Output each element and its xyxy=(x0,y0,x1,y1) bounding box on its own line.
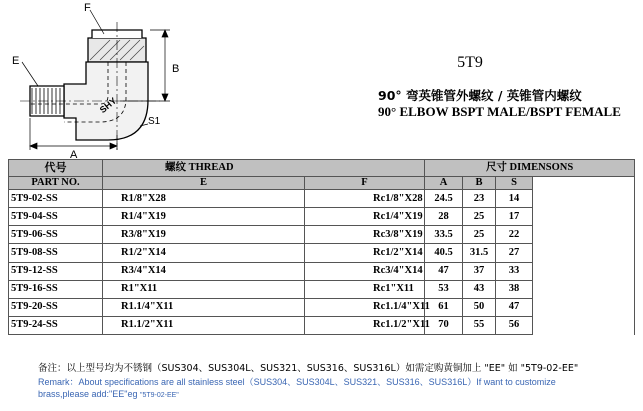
cell-part-no: 5T9-24-SS xyxy=(9,316,103,334)
cell-dim-B: 23 xyxy=(463,190,496,208)
model-number: 5T9 xyxy=(457,54,483,71)
header-thread-label: 螺纹 THREAD xyxy=(165,162,234,173)
cell-dim-A: 47 xyxy=(425,262,463,280)
cell-dim-A: 61 xyxy=(425,298,463,316)
cell-thread-F: Rc1/4"X19 xyxy=(305,208,425,226)
elbow-drawing xyxy=(0,0,300,160)
cell-thread-E: R1.1/2"X11 xyxy=(103,316,305,334)
cell-thread-E: R1.1/4"X11 xyxy=(103,298,305,316)
cell-thread-E: R3/4"X14 xyxy=(103,262,305,280)
cell-thread-F: Rc1"X11 xyxy=(305,280,425,298)
note-english-example: "5T9-02-EE" xyxy=(139,392,179,399)
table-row xyxy=(9,298,635,316)
cell-part-no: 5T9-02-SS xyxy=(9,190,103,208)
table-row xyxy=(9,226,635,244)
note-english-line2-text: brass,please add:"EE"eg xyxy=(38,389,138,399)
note-english-line1: Remark：About specifications are all stainless steel（SUS304、SUS304L、SUS321、SUS316、SUS316L）If want to customize xyxy=(38,377,556,387)
note-english-line2 xyxy=(38,389,179,399)
label-B: B xyxy=(172,63,180,75)
cell-blank xyxy=(533,262,635,280)
label-A: A xyxy=(70,149,78,160)
table-row xyxy=(9,262,635,280)
header-part-no: PART NO. xyxy=(9,177,103,190)
cell-blank xyxy=(533,244,635,262)
cell-blank xyxy=(533,190,635,208)
brand-mark: SHY xyxy=(97,95,119,116)
cell-part-no: 5T9-08-SS xyxy=(9,244,103,262)
cell-part-no: 5T9-12-SS xyxy=(9,262,103,280)
cell-dim-S: 33 xyxy=(496,262,533,280)
cell-dim-S: 27 xyxy=(496,244,533,262)
cell-part-no: 5T9-20-SS xyxy=(9,298,103,316)
cell-thread-E: R1/8"X28 xyxy=(103,190,305,208)
cell-dim-B: 43 xyxy=(463,280,496,298)
header-S: S xyxy=(496,177,533,190)
cell-dim-S: 14 xyxy=(496,190,533,208)
label-S1: S1 xyxy=(148,116,161,127)
table-row xyxy=(9,316,635,334)
title-chinese: 90° 弯英锥管外螺纹 / 英锥管内螺纹 xyxy=(378,88,582,103)
cell-blank xyxy=(533,280,635,298)
cell-dim-S: 22 xyxy=(496,226,533,244)
cell-thread-F: Rc3/4"X14 xyxy=(305,262,425,280)
cell-thread-E: R3/8"X19 xyxy=(103,226,305,244)
cell-dim-S: 17 xyxy=(496,208,533,226)
cell-blank xyxy=(533,316,635,334)
label-F: F xyxy=(84,2,91,14)
cell-thread-F: Rc1/8"X28 xyxy=(305,190,425,208)
title-english: 90° ELBOW BSPT MALE/BSPT FEMALE xyxy=(378,104,621,119)
cell-dim-A: 24.5 xyxy=(425,190,463,208)
spec-table xyxy=(8,159,635,335)
cell-thread-E: R1/4"X19 xyxy=(103,208,305,226)
cell-thread-E: R1"X11 xyxy=(103,280,305,298)
table-header-row xyxy=(9,160,635,177)
cell-blank xyxy=(533,226,635,244)
cell-dim-B: 37 xyxy=(463,262,496,280)
table-row xyxy=(9,190,635,208)
cell-dim-A: 33.5 xyxy=(425,226,463,244)
cell-dim-S: 56 xyxy=(496,316,533,334)
cell-part-no: 5T9-06-SS xyxy=(9,226,103,244)
cell-dim-B: 50 xyxy=(463,298,496,316)
cell-part-no: 5T9-16-SS xyxy=(9,280,103,298)
cell-thread-F: Rc1.1/4"X11 xyxy=(305,298,425,316)
table-row xyxy=(9,208,635,226)
table-row xyxy=(9,280,635,298)
cell-dim-B: 31.5 xyxy=(463,244,496,262)
cell-dim-A: 70 xyxy=(425,316,463,334)
cell-blank xyxy=(533,298,635,316)
table-subheader-row xyxy=(9,177,635,190)
header-thread xyxy=(103,160,425,177)
header-blank xyxy=(533,177,635,190)
cell-dim-A: 28 xyxy=(425,208,463,226)
cell-thread-F: Rc3/8"X19 xyxy=(305,226,425,244)
header-B: B xyxy=(463,177,496,190)
header-F: F xyxy=(305,177,425,190)
header-E: E xyxy=(103,177,305,190)
cell-dim-A: 40.5 xyxy=(425,244,463,262)
header-A: A xyxy=(425,177,463,190)
cell-part-no: 5T9-04-SS xyxy=(9,208,103,226)
cell-dim-A: 53 xyxy=(425,280,463,298)
cell-dim-S: 38 xyxy=(496,280,533,298)
cell-dim-B: 25 xyxy=(463,226,496,244)
cell-thread-E: R1/2"X14 xyxy=(103,244,305,262)
label-E: E xyxy=(12,55,20,67)
table-row xyxy=(9,244,635,262)
cell-dim-B: 25 xyxy=(463,208,496,226)
cell-dim-S: 47 xyxy=(496,298,533,316)
note-chinese: 备注：以上型号均为不锈钢（SUS304、SUS304L、SUS321、SUS316、SUS316L）如需定购黄铜加上 "EE" 如 "5T9-02-EE" xyxy=(38,363,579,374)
header-dimensions: 尺寸 DIMENSONS xyxy=(425,160,635,177)
cell-dim-B: 55 xyxy=(463,316,496,334)
header-code-cn: 代号 xyxy=(9,160,103,177)
cell-thread-F: Rc1/2"X14 xyxy=(305,244,425,262)
cell-blank xyxy=(533,208,635,226)
cell-thread-F: Rc1.1/2"X11 xyxy=(305,316,425,334)
